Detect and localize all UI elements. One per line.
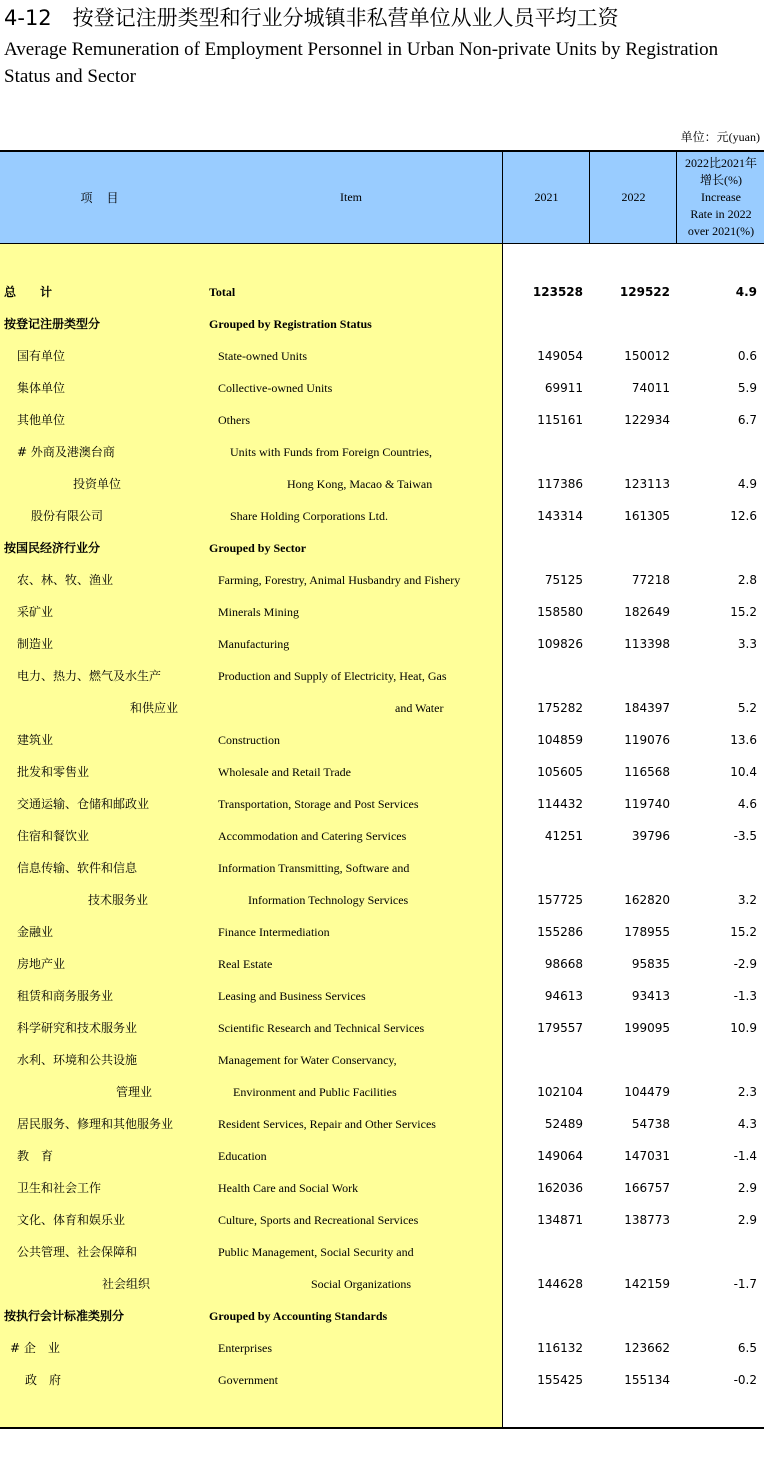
table-row bbox=[0, 724, 764, 756]
value-rate: 4.3 bbox=[737, 1117, 757, 1131]
row-label-cn: 教 育 bbox=[17, 1149, 54, 1163]
row-label-cn: 交通运输、仓储和邮政业 bbox=[17, 797, 150, 811]
value-2021: 52489 bbox=[544, 1117, 583, 1131]
header-rate bbox=[676, 152, 764, 243]
value-rate: 2.9 bbox=[737, 1181, 757, 1195]
value-2021: 155425 bbox=[537, 1373, 583, 1387]
value-2021: 102104 bbox=[537, 1085, 583, 1099]
value-2021: 115161 bbox=[537, 413, 583, 427]
row-label-en: Management for Water Conservancy, bbox=[218, 1053, 397, 1067]
value-2021: 157725 bbox=[537, 893, 583, 907]
value-2022: 147031 bbox=[624, 1149, 670, 1163]
row-label-cn: 电力、热力、燃气及水生产 bbox=[17, 669, 162, 683]
table-row bbox=[0, 692, 764, 724]
row-label-en: Collective-owned Units bbox=[218, 381, 333, 395]
value-rate: 4.9 bbox=[737, 477, 757, 491]
row-label-en: Total bbox=[209, 285, 236, 299]
table-row bbox=[0, 372, 764, 404]
table-row bbox=[0, 948, 764, 980]
value-2022: 142159 bbox=[624, 1277, 670, 1291]
value-rate: 0.6 bbox=[737, 349, 757, 363]
value-2021: 105605 bbox=[537, 765, 583, 779]
table-title-cn: 4-12 按登记注册类型和行业分城镇非私营单位从业人员平均工资 bbox=[4, 6, 619, 30]
value-2021: 98668 bbox=[544, 957, 583, 971]
row-label-cn: 文化、体育和娱乐业 bbox=[17, 1213, 126, 1227]
row-label-cn: 科学研究和技术服务业 bbox=[17, 1021, 138, 1035]
table-header bbox=[0, 150, 764, 244]
value-2021: 94613 bbox=[544, 989, 583, 1003]
value-2021: 116132 bbox=[537, 1341, 583, 1355]
table-row bbox=[0, 340, 764, 372]
value-2022: 77218 bbox=[631, 573, 670, 587]
value-rate: 10.4 bbox=[730, 765, 757, 779]
value-rate: 15.2 bbox=[730, 925, 757, 939]
value-2021: 75125 bbox=[544, 573, 583, 587]
row-label-cn: 水利、环境和公共设施 bbox=[17, 1053, 138, 1067]
value-2022: 123113 bbox=[624, 477, 670, 491]
row-label-cn: # 外商及港澳台商 bbox=[17, 445, 115, 459]
row-label-en: Construction bbox=[218, 733, 280, 747]
value-2022: 166757 bbox=[624, 1181, 670, 1195]
row-label-en: Others bbox=[218, 413, 250, 427]
row-label-cn: # 企 业 bbox=[10, 1341, 60, 1355]
table-row bbox=[0, 852, 764, 884]
table-row bbox=[0, 500, 764, 532]
row-label-en: Manufacturing bbox=[218, 637, 290, 651]
value-2022: 162820 bbox=[624, 893, 670, 907]
row-label-en: Government bbox=[218, 1373, 278, 1387]
table-row bbox=[0, 1268, 764, 1300]
table-row bbox=[0, 436, 764, 468]
table-row bbox=[0, 660, 764, 692]
row-label-cn: 政 府 bbox=[25, 1373, 62, 1387]
value-rate: -1.3 bbox=[733, 989, 757, 1003]
table-row bbox=[0, 884, 764, 916]
table-body bbox=[0, 244, 764, 1429]
value-2022: 116568 bbox=[624, 765, 670, 779]
row-label-cn: 国有单位 bbox=[17, 349, 66, 363]
row-label-en: Resident Services, Repair and Other Services bbox=[218, 1117, 436, 1131]
value-2022: 129522 bbox=[619, 285, 670, 299]
table-row bbox=[0, 980, 764, 1012]
header-rate-line: Increase bbox=[701, 190, 741, 204]
row-label-en: Transportation, Storage and Post Services bbox=[218, 797, 419, 811]
value-rate: 5.2 bbox=[737, 701, 757, 715]
row-label-cn: 按执行会计标准类别分 bbox=[4, 1309, 125, 1323]
row-label-en: Culture, Sports and Recreational Services bbox=[218, 1213, 419, 1227]
row-label-cn: 投资单位 bbox=[73, 477, 122, 491]
value-rate: 12.6 bbox=[730, 509, 757, 523]
value-2022: 199095 bbox=[624, 1021, 670, 1035]
row-label-cn: 社会组织 bbox=[102, 1277, 151, 1291]
row-label-cn: 按国民经济行业分 bbox=[4, 541, 101, 555]
row-label-cn: 和供应业 bbox=[130, 701, 179, 715]
value-2022: 161305 bbox=[624, 509, 670, 523]
value-2021: 109826 bbox=[537, 637, 583, 651]
row-label-en: Enterprises bbox=[218, 1341, 272, 1355]
value-rate: 3.3 bbox=[737, 637, 757, 651]
header-item-cn: 项 目 bbox=[80, 191, 120, 205]
row-label-en: Leasing and Business Services bbox=[218, 989, 366, 1003]
row-label-en: Scientific Research and Technical Services bbox=[218, 1021, 425, 1035]
value-2022: 74011 bbox=[631, 381, 670, 395]
row-label-en: and Water bbox=[395, 701, 444, 715]
value-2022: 182649 bbox=[624, 605, 670, 619]
value-rate: 10.9 bbox=[730, 1021, 757, 1035]
table-row bbox=[0, 308, 764, 340]
row-label-en: Units with Funds from Foreign Countries, bbox=[230, 445, 433, 459]
row-label-cn: 房地产业 bbox=[17, 957, 66, 971]
row-label-en: Share Holding Corporations Ltd. bbox=[230, 509, 388, 523]
table-row bbox=[0, 404, 764, 436]
row-label-en: Information Technology Services bbox=[248, 893, 409, 907]
header-item-en: Item bbox=[340, 190, 362, 204]
row-label-cn: 居民服务、修理和其他服务业 bbox=[17, 1117, 174, 1131]
table-row bbox=[0, 532, 764, 564]
value-rate: 6.7 bbox=[737, 413, 757, 427]
row-label-en: Environment and Public Facilities bbox=[233, 1085, 397, 1099]
value-rate: -1.4 bbox=[733, 1149, 757, 1163]
table-row bbox=[0, 788, 764, 820]
header-2022: 2022 bbox=[589, 152, 677, 243]
value-rate: -0.2 bbox=[733, 1373, 757, 1387]
value-2022: 138773 bbox=[624, 1213, 670, 1227]
value-2021: 179557 bbox=[537, 1021, 583, 1035]
value-rate: -1.7 bbox=[733, 1277, 757, 1291]
row-label-cn: 总 计 bbox=[4, 285, 53, 299]
value-2022: 54738 bbox=[631, 1117, 670, 1131]
table-row bbox=[0, 468, 764, 500]
value-rate: 6.5 bbox=[737, 1341, 757, 1355]
row-label-cn: 管理业 bbox=[116, 1085, 153, 1099]
row-label-cn: 按登记注册类型分 bbox=[4, 317, 101, 331]
value-rate: 13.6 bbox=[730, 733, 757, 747]
row-label-en: Health Care and Social Work bbox=[218, 1181, 359, 1195]
value-2022: 123662 bbox=[624, 1341, 670, 1355]
table-row bbox=[0, 1108, 764, 1140]
row-label-en: Information Transmitting, Software and bbox=[218, 861, 410, 875]
row-label-en: Production and Supply of Electricity, Heat, Gas bbox=[218, 669, 447, 683]
header-rate-line: 增长(%) bbox=[700, 173, 742, 187]
table-row bbox=[0, 628, 764, 660]
row-label-en: Minerals Mining bbox=[218, 605, 299, 619]
value-rate: -3.5 bbox=[733, 829, 757, 843]
row-label-en: Real Estate bbox=[218, 957, 273, 971]
value-2021: 69911 bbox=[544, 381, 583, 395]
value-2021: 41251 bbox=[544, 829, 583, 843]
value-2022: 113398 bbox=[624, 637, 670, 651]
row-label-cn: 其他单位 bbox=[17, 413, 66, 427]
table-row bbox=[0, 564, 764, 596]
row-label-cn: 公共管理、社会保障和 bbox=[17, 1245, 138, 1259]
table-title-en: Average Remuneration of Employment Personnel in Urban Non-private Units by Registration Status and Sector bbox=[4, 39, 719, 87]
header-rate-line: over 2021(%) bbox=[687, 224, 755, 238]
row-label-cn: 批发和零售业 bbox=[17, 765, 90, 779]
row-label-en: Education bbox=[218, 1149, 267, 1163]
table-row bbox=[0, 1300, 764, 1332]
table-row bbox=[0, 1332, 764, 1364]
value-2021: 123528 bbox=[532, 285, 583, 299]
row-label-en: Public Management, Social Security and bbox=[218, 1245, 414, 1259]
row-label-en: Grouped by Accounting Standards bbox=[209, 1309, 388, 1323]
table-row bbox=[0, 916, 764, 948]
value-2022: 184397 bbox=[624, 701, 670, 715]
value-2022: 104479 bbox=[624, 1085, 670, 1099]
row-label-en: Accommodation and Catering Services bbox=[218, 829, 407, 843]
value-2022: 150012 bbox=[624, 349, 670, 363]
table-row bbox=[0, 1044, 764, 1076]
row-label-en: Wholesale and Retail Trade bbox=[218, 765, 351, 779]
value-2022: 155134 bbox=[624, 1373, 670, 1387]
row-label-cn: 采矿业 bbox=[17, 605, 54, 619]
row-label-cn: 技术服务业 bbox=[88, 893, 149, 907]
value-2021: 134871 bbox=[537, 1213, 583, 1227]
value-rate: 3.2 bbox=[737, 893, 757, 907]
row-label-cn: 建筑业 bbox=[17, 733, 54, 747]
row-label-cn: 制造业 bbox=[17, 637, 54, 651]
value-2021: 149054 bbox=[537, 349, 583, 363]
header-rate-line: 2022比2021年 bbox=[684, 156, 757, 170]
value-2022: 93413 bbox=[631, 989, 670, 1003]
row-label-cn: 金融业 bbox=[17, 925, 54, 939]
table-row bbox=[0, 756, 764, 788]
row-label-cn: 信息传输、软件和信息 bbox=[17, 861, 138, 875]
unit-label: 单位：元(yuan) bbox=[680, 130, 760, 144]
row-label-cn: 股份有限公司 bbox=[31, 509, 104, 523]
value-2021: 175282 bbox=[537, 701, 583, 715]
row-label-cn: 集体单位 bbox=[17, 381, 66, 395]
row-label-en: Grouped by Sector bbox=[209, 541, 307, 555]
wage-table bbox=[0, 150, 764, 1429]
value-2021: 114432 bbox=[537, 797, 583, 811]
value-2021: 144628 bbox=[537, 1277, 583, 1291]
value-2022: 39796 bbox=[631, 829, 670, 843]
value-2021: 143314 bbox=[537, 509, 583, 523]
table-row bbox=[0, 1236, 764, 1268]
value-2022: 178955 bbox=[624, 925, 670, 939]
value-rate: 4.6 bbox=[737, 797, 757, 811]
row-label-cn: 租赁和商务服务业 bbox=[17, 989, 114, 1003]
table-row bbox=[0, 1204, 764, 1236]
value-2022: 119076 bbox=[624, 733, 670, 747]
row-label-cn: 农、林、牧、渔业 bbox=[17, 573, 114, 587]
row-label-en: Finance Intermediation bbox=[218, 925, 330, 939]
header-rate-line: Rate in 2022 bbox=[690, 207, 752, 221]
value-2022: 95835 bbox=[631, 957, 670, 971]
value-2021: 117386 bbox=[537, 477, 583, 491]
table-row bbox=[0, 1172, 764, 1204]
value-rate: -2.9 bbox=[733, 957, 757, 971]
row-label-cn: 卫生和社会工作 bbox=[17, 1181, 102, 1195]
value-rate: 4.9 bbox=[735, 285, 757, 299]
header-2021: 2021 bbox=[502, 152, 590, 243]
value-2021: 155286 bbox=[537, 925, 583, 939]
row-label-en: State-owned Units bbox=[218, 349, 307, 363]
table-row bbox=[0, 1012, 764, 1044]
value-2022: 119740 bbox=[624, 797, 670, 811]
value-rate: 2.9 bbox=[737, 1213, 757, 1227]
table-row bbox=[0, 596, 764, 628]
table-row bbox=[0, 820, 764, 852]
value-2021: 104859 bbox=[537, 733, 583, 747]
table-row bbox=[0, 1364, 764, 1396]
value-2021: 158580 bbox=[537, 605, 583, 619]
row-label-en: Grouped by Registration Status bbox=[209, 317, 372, 331]
table-row bbox=[0, 1140, 764, 1172]
row-label-cn: 住宿和餐饮业 bbox=[17, 829, 90, 843]
row-label-en: Social Organizations bbox=[311, 1277, 412, 1291]
table-row bbox=[0, 276, 764, 308]
value-2022: 122934 bbox=[624, 413, 670, 427]
value-rate: 2.8 bbox=[737, 573, 757, 587]
table-row bbox=[0, 1076, 764, 1108]
value-rate: 15.2 bbox=[730, 605, 757, 619]
value-rate: 5.9 bbox=[737, 381, 757, 395]
row-label-en: Hong Kong, Macao & Taiwan bbox=[287, 477, 433, 491]
row-label-en: Farming, Forestry, Animal Husbandry and Fishery bbox=[218, 573, 461, 587]
value-2021: 149064 bbox=[537, 1149, 583, 1163]
value-rate: 2.3 bbox=[737, 1085, 757, 1099]
value-2021: 162036 bbox=[537, 1181, 583, 1195]
